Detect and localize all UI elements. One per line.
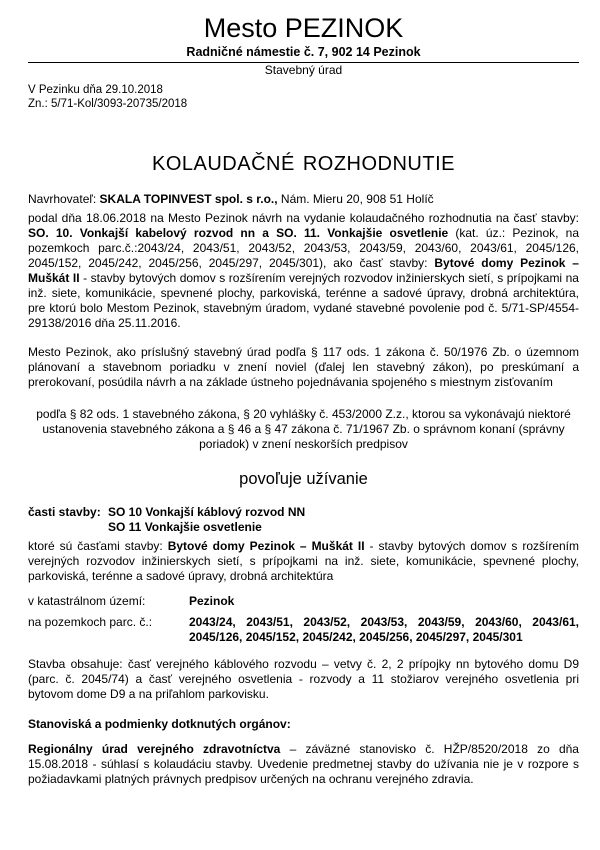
parcels-row xyxy=(28,615,579,645)
document-page xyxy=(28,10,579,787)
paragraph-bold: Bytové domy Pezinok – Muškát II xyxy=(167,539,365,553)
part-so10: SO 10 Vonkajší káblový rozvod NN xyxy=(108,505,306,519)
part-so11: SO 11 Vonkajšie osvetlenie xyxy=(108,520,262,534)
paragraph-text: (kat. úz.: Pezinok, na pozemkoch parc.č.:2043/24, 2043/51, 2043/52, 2043/53, 2043/59, 2043/60, 2043/61, 2045/126, 2045/152, 2045/242, 2045/256, 2045/297, 2045/301), ako časť stavby: xyxy=(28,226,579,270)
applicant-line xyxy=(28,192,579,207)
document-meta xyxy=(28,83,579,111)
building-contents-paragraph: Stavba obsahuje: časť verejného káblového rozvodu – vetvy č. 2, 2 prípojky nn bytového domu D9 (parc. č. 2045/74) a časť verejného osvetlenia - rozvody a 11 stožiarov verejného osvetlenia pri bytovom dome D9 a na priľahlom parkovisku. xyxy=(28,657,579,701)
city-name: Mesto PEZINOK xyxy=(203,13,404,43)
authority-paragraph: Mesto Pezinok, ako príslušný stavebný úrad podľa § 117 ods. 1 zákona č. 50/1976 Zb. o územnom plánovaní a stavebnom poriadku v znení noviel (ďalej len stavebný zákon), po preskúmaní a prerokovaní, posúdila návrh a na základe ústneho pojednávania spojeného s miestnym zisťovaním xyxy=(28,345,579,389)
paragraph-text: - stavby bytových domov s rozšírením verejných rozvodov inžinierskych sietí, s prípojkami na inž. siete, komunikácie, spevnené plochy, parkoviská, terénne a sadové úpravy, drobná architektúra, pre ktorú bolo Mestom Pezinok, stavebným úradom, vydané stavebné povolenie pod č. 5/71-SP/4554-29138/2016 dňa 25.11.2016. xyxy=(28,271,579,330)
paragraph-text: – záväzné stanovisko č. HŽP/8520/2018 zo dňa 15.08.2018 - súhlasí s kolaudáciu stavby. Uvedenie predmetnej stavby do užívania nie je v rozpore s požiadavkami platných právnych predpisov určených na ochranu verejného zdravia. xyxy=(28,742,579,786)
building-parts xyxy=(28,505,579,535)
document-title xyxy=(28,152,579,176)
parcels-value: 2043/24, 2043/51, 2043/52, 2043/53, 2043/59, 2043/60, 2043/61, 2045/126, 2045/152, 2045/242, 2045/256, 2045/297, 2045/301 xyxy=(189,615,579,644)
cadastral-label: v katastrálnom území: xyxy=(28,594,146,608)
authorities-heading: Stanoviská a podmienky dotknutých orgánov: xyxy=(28,717,291,731)
paragraph-text: - stavby bytových domov s rozšírením verejných rozvodov inžinierskych sietí, s prípojkami na inž. siete, komunikácie, spevnené plochy, parkoviská, terénne a sadové úpravy, drobná architektúra xyxy=(28,539,579,583)
applicant-label: Navrhovateľ: xyxy=(28,192,97,206)
paragraph-text: podal dňa 18.06.2018 na Mesto Pezinok návrh na vydanie kolaudačného rozhodnutia na časť stavby: xyxy=(28,211,579,225)
reference-number: Zn.: 5/71-Kol/3093-20735/2018 xyxy=(28,98,188,110)
office-name: Stavebný úrad xyxy=(264,63,343,77)
paragraph-bold: SO. 10. Vonkajší kabelový rozvod nn a SO. 11. Vonkajšie osvetlenie xyxy=(28,226,449,240)
paragraph-bold: Bytové domy Pezinok – Muškát II xyxy=(28,256,579,285)
issue-date: V Pezinku dňa 29.10.2018 xyxy=(28,84,163,96)
city-address: Radničné námestie č. 7, 902 14 Pezinok xyxy=(186,45,421,59)
cadastral-value: Pezinok xyxy=(189,594,235,608)
application-paragraph xyxy=(28,211,579,331)
title-word-1: KOLAUDAČNÉ xyxy=(152,153,295,175)
applicant-address: Nám. Mieru 20, 908 51 Holíč xyxy=(277,192,434,206)
parcels-label: na pozemkoch parc. č.: xyxy=(28,615,153,629)
health-authority-paragraph xyxy=(28,742,579,787)
legal-basis-paragraph: podľa § 82 ods. 1 stavebného zákona, § 20 vyhlášky č. 453/2000 Z.z., ktorou sa vykonávajú niektoré ustanovenia stavebného zákona a § 46 a § 47 zákona č. 71/1967 Zb. o správnom konaní (správny poriadok) v znení neskorších predpisov xyxy=(36,407,571,451)
paragraph-text: ktoré sú časťami stavby: xyxy=(28,539,168,553)
parts-description xyxy=(28,539,579,584)
decision-subtitle: povoľuje užívanie xyxy=(239,470,368,488)
cadastral-row xyxy=(28,594,579,609)
title-word-2: ROZHODNUTIE xyxy=(302,153,455,175)
building-parts-label: časti stavby: xyxy=(28,505,101,519)
paragraph-bold: Regionálny úrad verejného zdravotníctva xyxy=(28,742,281,756)
applicant-name: SKALA TOPINVEST spol. s r.o., xyxy=(99,192,278,206)
